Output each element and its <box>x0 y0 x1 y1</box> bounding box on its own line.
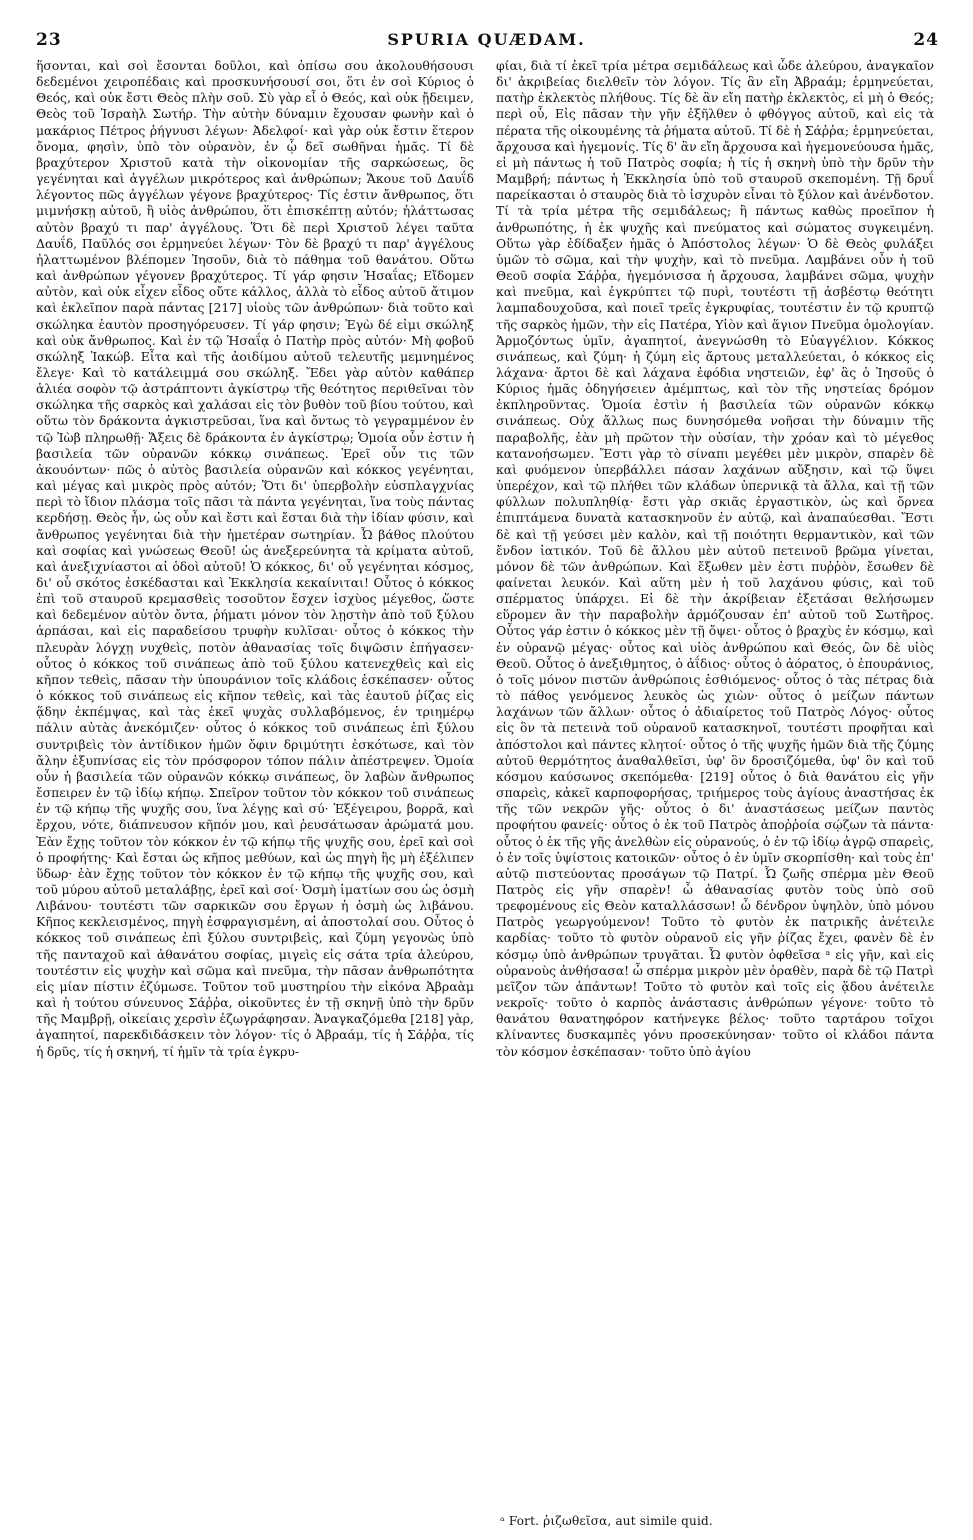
column-right-text: φίαι, διὰ τί ἐκεῖ τρία μέτρα σεμιδάλεως καὶ ὧδε ἀλεύρου, ἀναγκαῖον δι' ἀκριβείας διελθεῖν τὸν λόγον. Τίς ἂν εἴη Ἀβραάμ; ἑρμηνεύεται, πατὴρ ἐκλεκτὸς πλήθους. Τίς δὲ ἂν εἴη πατὴρ ἐκλεκτὸς, εἰ μὴ ὁ Θεός; περὶ οὗ, Εἰς πᾶσαν τὴν γῆν ἐξῆλθεν ὁ φθόγγος αὐτοῦ, καὶ εἰς τὰ πέρατα τῆς οἰκουμένης τὰ ῥήματα αὐτοῦ. Τί δὲ ἡ Σάῤῥα; ἑρμηνεύεται, ἄρχουσα καὶ ἡγεμονίς. Τίς δ' ἂν εἴη ἄρχουσα καὶ ἡγεμονεύουσα ἡμᾶς, εἰ μὴ πάντως ἡ τοῦ Πατρὸς σοφία; ἡ τίς ἡ σκηνὴ ὑπὸ τὴν δρῦν τὴν Μαμβρή; πάντως ἡ Ἐκκλησία ὑπὸ τοῦ σταυροῦ σκεπομένη. Τῇ δρυΐ παρείκασται ὁ σταυρὸς διὰ τὸ ἰσχυρὸν εἶναι τὸ ξύλον καὶ ἀνένδοτον. Τί τὰ τρία μέτρα τῆς σεμιδάλεως; ἢ πάντως καθὼς προεῖπον ἡ ἀνθρωπότης, ἡ ἐκ ψυχῆς καὶ πνεύματος καὶ σώματος συγκειμένη. Οὕτω γὰρ ἐδίδαξεν ἡμᾶς ὁ Ἀπόστολος λέγων· Ὁ δὲ Θεὸς φυλάξει ὑμῶν τὸ σῶμα, καὶ τὴν ψυχὴν, καὶ τὸ πνεῦμα. Λαμβάνει οὖν ἡ τοῦ Θεοῦ σοφία Σάῤῥα, ἡγεμόνισσα ἡ ἄρχουσα, λαμβάνει σῶμα, ψυχὴν καὶ πνεῦμα, καὶ ἐγκρύπτει τῷ πυρὶ, τουτέστι τῇ ἀσβέστῳ θεότητι λαμπαδουχοῦσα, καὶ ποιεῖ τρεῖς ἐγκρυφίας, τουτέστιν ἐν τῷ κρυπτῷ τῆς σαρκὸς ἡμῶν, τὴν εἰς Πατέρα, Υἱὸν καὶ ἅγιον Πνεῦμα ὁμολογίαν. Ἁρμοζόντως ὑμῖν, ἀγαπητοί, ἀνεγνώσθη τὸ Εὐαγγέλιον. Κόκκος σινάπεως, καὶ ζύμη· ἡ ζύμη εἰς ἄρτους μεταλλεύεται, ὁ κόκκος εἰς λάχανα· ἄρτοι δὲ καὶ λάχανα ἐφόδια νηστειῶν, ἐφ' ἃς ὁ Ἰησοῦς ὁ Κύριος ἡμᾶς ὁδηγήσειεν ἀμέμπτως, καὶ τὸν τῆς νηστείας δρόμον ἐκπληροῦντας. Ὁμοία ἐστὶν ἡ βασιλεία τῶν οὐρανῶν κόκκῳ σινάπεως. Οὐχ ἄλλως πως δυνησόμεθα νοῆσαι τὴν δύναμιν τῆς παραβολῆς, ἐὰν μὴ πρῶτον τὴν οὐσίαν, τὴν χρόαν καὶ τὸ μέγεθος κατανοήσωμεν. Ἔστι γὰρ τὸ σίναπι μεγέθει μὲν μικρὸν, σπαρὲν δὲ καὶ φυόμενον ὑπερβάλλει πάσαν λαχάνων αὔξησιν, καὶ τῷ ὕψει ὑπερέχον, καὶ τῷ πλήθει τῶν κλάδων ὑπερνικᾷ τὰ ἄλλα, καὶ τῇ τῶν φύλλων πολυπληθίᾳ· ἔστι γὰρ σκιᾶς ἐργαστικὸν, ὡς καὶ ὄρνεα ἐπιπτάμενα δυνατὰ κατασκηνοῦν ἐν αὐτῷ, καὶ ἀναπαύεσθαι. Ἔστι δὲ καὶ τῇ γεύσει μὲν καλὸν, καὶ τῇ ποιότητι θερμαντικὸν, καὶ τῶν ἔνδον ἰατικόν. Τοῦ δὲ ἄλλου μὲν αὐτοῦ πετεινοῦ βρῶμα γίνεται, μόνον δὲ τῶν ἀνθρώπων. Καὶ ἔξωθεν μὲν ἐστι πυῤῥὸν, ἔσωθεν δὲ φαίνεται λευκόν. Καὶ αὕτη μὲν ἡ τοῦ λαχάνου φύσις, καὶ τοῦ σπέρματος ὑπάρχει. Εἰ δὲ τὴν ἀκρίβειαν ἐξετάσαι θελήσωμεν εὕρομεν ἂν τὴν παραβολὴν ἁρμόζουσαν ἐπ' αὐτοῦ τοῦ Σωτῆρος. Οὗτος γάρ ἐστιν ὁ κόκκος μὲν τῇ ὄψει· οὗτος ὁ βραχὺς ἐν κόσμῳ, καὶ ἐν οὐρανῷ μέγας· οὗτος καὶ υἱὸς ἀνθρώπου καὶ Θεός, ὢν δὲ υἱὸς Θεοῦ. Οὗτος ὁ ἀνεξιθμητος, ὁ ἀΐδιος· οὗτος ὁ ἀόρατος, ὁ ἐπουράνιος, ὁ τοῖς μόνον πιστῶν ἀνθρώποις ἐσθιόμενος· οὗτος ὁ τὰς πέτρας διὰ τὸ πάθος γενόμενος λευκὸς ὡς χιὼν· οὗτος ὁ μείζων πάντων λαχάνων τῶν ἄλλων· οὗτος ὁ ἀδιαίρετος τοῦ Πατρὸς Λόγος· οὗτος εἰς ὃν τὰ πετεινὰ τοῦ οὐρανοῦ κατασκηνοῖ, τουτέστι προφῆται καὶ ἀπόστολοι καὶ πάντες κλητοί· οὗτος ὁ τῆς ψυχῆς ἡμῶν διὰ τῆς ζύμης αὐτοῦ θερμότητος ἀναθαλθεῖσι, ὑφ' ὃν δροσιζόμεθα, ὑφ' ὃν καὶ τοῦ κόσμου καύσωνος σκεπόμεθα· [219] οὗτος ὁ διὰ θανάτου εἰς γῆν σπαρεὶς, κἀκεῖ καρποφορήσας, τριήμερος τοὺς ἁγίους ἀναστήσας ἐκ τῆς τῶν νεκρῶν γῆς· οὗτος ὁ δι' ἀναστάσεως μείζων παντὸς προφήτου φανείς· οὗτος ὁ ἐκ τοῦ Πατρὸς ἀποῤῥοία σῴζων τὰ πάντα· οὗτος ὁ ἐκ τῆς γῆς ἀνελθὼν εἰς οὐρανούς, ὁ ἐν τῷ ἰδίῳ ἀγρῷ σπαρεὶς, ὁ ἐν τοῖς ὑψίστοις κατοικῶν· οὗτος ὁ ἐν ὑμῖν σκορπίσθη· καὶ τοὺς ἐπ' αὐτῷ πιστεύοντας προσάγων τῷ Πατρί. Ὦ ζωῆς σπέρμα μὲν Θεοῦ Πατρὸς εἰς γῆν σπαρὲν! ὦ ἀθανασίας φυτὸν τοὺς ὑπὸ σοῦ τρεφομένους εἰς Θεὸν καταλλάσσων! ὦ δένδρον ὑψηλὸν, ὑπὸ μόνου Πατρὸς γεωργούμενον! Τοῦτο τὸ φυτὸν ἐκ πατρικῆς ἀνέτειλε καρδίας· τοῦτο τὸ φυτὸν οὐρανοῦ εἰς γῆν ῥίζας ἔχει, φανὲν δὲ ἐν κόσμῳ ὑπὸ ἀνθρώπων τρυγᾶται. Ὦ φυτὸν ὀφθεῖσα ᵃ εἰς γῆν, καὶ εἰς οὐρανοὺς ἀνθήσασα! ὦ σπέρμα μικρὸν μὲν ὁραθὲν, παρὰ δὲ τῷ Πατρὶ μεῖζον τῶν ἁπάντων! Τοῦτο τὸ φυτὸν καὶ τοῖς εἰς ᾅδου ἀνέτειλε νεκροῖς· τοῦτο ὁ καρπὸς ἀνάστασις ἀνθρώπων γέγονε· τοῦτο τὸ θανάτου θανατηφόρον κατήνεγκε βέλος· τοῦτο ταρτάρου τοῖχοι κλίναντες δυσκαμπὲς γόνυ προσεκύνησαν· τοῦτο οἱ κλάδοι πάντα τὸν κόσμον ἐσκέπασαν· τοῦτο ὑπὸ ἁγίου <box>496 58 934 1059</box>
page-number-left: 23 <box>36 30 62 50</box>
page-number-right: 24 <box>913 30 939 50</box>
column-right <box>496 58 934 1468</box>
running-title: SPURIA QUÆDAM. <box>387 30 586 49</box>
text-columns <box>36 58 943 1468</box>
footnote: ᵃ Fort. ῥιζωθεῖσα, aut simile quid. <box>500 1514 713 1528</box>
column-left <box>36 58 474 1468</box>
page-header <box>22 30 951 58</box>
column-left-text: ἥσονται, καὶ σοὶ ἔσονται δοῦλοι, καὶ ὀπίσω σου ἀκολουθήσουσι δεδεμένοι χειροπέδαις καὶ προσκυνήσουσί σοι, ὅτι ἐν σοὶ Κύριος ὁ Θεός, καὶ οὐκ ἔστι Θεὸς πλὴν σοῦ. Σὺ γὰρ εἶ ὁ Θεός, καὶ οὐκ ᾔδειμεν, Θεὸς τοῦ Ἰσραὴλ Σωτήρ. Τὴν αὐτὴν δύναμιν ἔχουσαν φωνὴν καὶ ὁ μακάριος Πέτρος ῥήγνυσι λέγων· Ἀδελφοί· καὶ γὰρ οὐκ ἔστιν ἕτερον ὄνομα, φησὶν, ὑπὸ τὸν οὐρανὸν, ἐν ᾧ δεῖ σωθῆναι ἡμᾶς. Τί δὲ βραχύτερον Χριστοῦ κατὰ τὴν οἰκονομίαν τῆς σαρκώσεως, ὃς γεγένηται καὶ ἀγγέλων μικρότερος καὶ ἀνθρώπων; Ἄκουε τοῦ Δαυΐδ λέγοντος πῶς ἀγγέλων γέγονε βραχύτερος· Τίς ἐστιν ἄνθρωπος, ὅτι μιμνήσκῃ αὐτοῦ, ἢ υἱὸς ἀνθρώπου, ὅτι ἐπισκέπτῃ αὐτόν; ἠλάττωσας αὐτὸν βραχύ τι παρ' ἀγγέλους. Ὅτι δὲ περὶ Χριστοῦ λέγει ταῦτα Δαυΐδ, Παῦλός σοι ἑρμηνεύει λέγων· Τὸν δὲ βραχύ τι παρ' ἀγγέλους ἠλαττωμένον βλέπομεν Ἰησοῦν, διὰ τὸ πάθημα τοῦ θανάτου. Οὕτω καὶ ἀνθρώπων γέγονεν βραχύτερος. Τί γάρ φησιν Ἡσαΐας; Εἴδομεν αὐτὸν, καὶ οὐκ εἶχεν εἶδος οὔτε κάλλος, ἀλλὰ τὸ εἶδος αὐτοῦ ἄτιμον καὶ ἐκλεῖπον παρὰ πάντας [217] υἱοὺς τῶν ἀνθρώπων· διὰ τοῦτο καὶ σκώληκα ἑαυτὸν προσηγόρευσεν. Τί γάρ φησιν; Ἐγὼ δέ εἰμι σκώληξ καὶ οὐκ ἄνθρωπος. Καὶ ἐν τῷ Ἡσαΐᾳ ὁ Πατὴρ πρὸς αὐτόν· Μὴ φοβοῦ σκώληξ Ἰακώβ. Εἶτα καὶ τῆς ἀοιδίμου αὐτοῦ τελευτῆς μεμνημένος ἔλεγε· Καὶ τὸ κατάλειμμά σου σκώληξ. Ἔδει γὰρ αὐτὸν καθάπερ ἁλιέα σοφὸν τῷ ἀστράπτοντι ἀγκίστρῳ τῆς θεότητος περιθεῖναι τὸν σκώληκα τῆς σαρκὸς καὶ χαλάσαι εἰς τὸν βυθὸν τοῦ βίου τούτου, καὶ οὕτω τὸν δράκοντα ἀγκιστρεῦσαι, ἵνα καὶ ὄντως τὸ γεγραμμένον ἐν τῷ Ἰὼβ πληρωθῇ· Ἄξεις δὲ δράκοντα ἐν ἀγκίστρῳ; Ὁμοία οὖν ἐστιν ἡ βασιλεία τῶν οὐρανῶν κόκκῳ σινάπεως. Ἐρεῖ οὖν τις τῶν ἀκουόντων· πῶς ὁ αὐτὸς βασιλεία οὐρανῶν καὶ κόκκος γεγένηται, καὶ μέγας καὶ μικρὸς πρὸς αὐτόν; Ὅτι δι' ὑπερβολὴν εὐσπλαγχνίας περὶ τὸ ἴδιον πλάσμα τοῖς πᾶσι τὰ πάντα γεγένηται, ἵνα τοὺς πάντας κερδήσῃ. Θεὸς ἦν, ὡς οὖν καὶ ἔστι καὶ ἔσται διὰ τὴν ἰδίαν φύσιν, καὶ ἄνθρωπος γεγένηται διὰ τὴν ἡμετέραν σωτηρίαν. Ὦ βάθος πλούτου καὶ σοφίας καὶ γνώσεως Θεοῦ! ὡς ἀνεξερεύνητα τὰ κρίματα αὐτοῦ, καὶ ἀνεξιχνίαστοι αἱ ὁδοὶ αὐτοῦ! Ὁ κόκκος, δι' οὗ γεγένηται κόσμος, δι' οὗ σκότος ἐσκέδασται καὶ Ἐκκλησία κεκαίνιται! Οὗτος ὁ κόκκος ἐπὶ τοῦ σταυροῦ κρεμασθεὶς τοσοῦτον ἔσχεν ἰσχὺος μέγεθος, ὥστε καὶ δεδεμένον αὐτὸν ὄντα, ῥήματι μόνον τὸν λῃστὴν ἀπὸ τοῦ ξύλου ἁρπάσαι, καὶ εἰς παραδείσου τρυφὴν κυλῖσαι· οὗτος ὁ κόκκος τὴν πλευρὰν λόγχῃ νυχθεὶς, ποτὸν ἀθανασίας τοῖς διψῶσιν ἐπήγασεν· οὗτος ὁ κόκκος τοῦ σινάπεως ἀπὸ τοῦ ξύλου κατενεχθεὶς καὶ εἰς κῆπον τεθεὶς, πᾶσαν τὴν ὑπουράνιον τοῖς κλάδοις ἐσκέπασεν· οὗτος ὁ κόκκος τοῦ σινάπεως εἰς κῆπον τεθεὶς, καὶ τὰς ἑαυτοῦ ῥίζας εἰς ᾅδην ἐκπέμψας, καὶ τὰς ἐκεῖ ψυχὰς συλλαβόμενος, ἐν τριημέρῳ πάλιν αὐτὰς ἀνεκόμιζεν· οὗτος ὁ κόκκος τοῦ σινάπεως ἐπὶ ξύλου συντριβεὶς τὸν ἀντίδικον ἡμῶν ὄφιν δριμύτητι ἐσκότωσε, καὶ τὸν ἄλην ἐξυπνίσας εἰς τὸν πρόσφορον τόπον πάλιν ἀπέστρεψεν. Ὁμοία οὖν ἡ βασιλεία τῶν οὐρανῶν κόκκῳ σινάπεως, ὃν λαβὼν ἄνθρωπος ἔσπειρεν ἐν τῷ ἰδίῳ κήπῳ. Σπεῖρον τοῦτον τὸν κόκκον τοῦ σινάπεως ἐν τῷ κήπῳ τῆς ψυχῆς σου, ἵνα λέγῃς καὶ σύ· Ἐξέγειρου, βορρᾶ, καὶ ἔρχου, νότε, διάπνευσον κῆπόν μου, καὶ ῥευσάτωσαν ἀρώματά μου. Ἐὰν ἔχῃς τοῦτον τὸν κόκκον ἐν τῷ κήπῳ τῆς ψυχῆς σου, ἐρεῖ καὶ σοὶ ὁ προφήτης· Καὶ ἔσται ὡς κῆπος μεθύων, καὶ ὡς πηγὴ ἣς μὴ ἐξέλιπεν ὕδωρ· ἐὰν ἔχῃς τοῦτον τὸν κόκκον ἐν τῷ κήπῳ τῆς ψυχῆς σου, καὶ τοῦ μύρου αὐτοῦ μεταλάβῃς, ἐρεῖ καὶ σοί· Ὀσμὴ ἱματίων σου ὡς ὀσμὴ Λιβάνου· τουτέστι τῶν σαρκικῶν σου ἔργων ἡ ὀσμὴ ὡς λιβάνου. Κῆπος κεκλεισμένος, πηγὴ ἐσφραγισμένη, αἱ ἀποστολαί σου. Οὗτος ὁ κόκκος τοῦ σινάπεως ἐπὶ ξύλου συντριβεὶς, καὶ ζύμη γεγονὼς ὑπὸ τῆς πανταχοῦ καὶ ἀθανάτου σοφίας, μιγεὶς εἰς σάτα τρία ἀλεύρου, τουτέστιν εἰς ψυχὴν καὶ σῶμα καὶ πνεῦμα, τὴν πᾶσαν ἀνθρωπότητα εἰς μίαν πίστιν ἐζύμωσε. Τοῦτον τοῦ μυστηρίου τὴν εἰκόνα Ἀβραὰμ καὶ ἡ τούτου σύνευνος Σάῤῥα, οἰκοῦντες ἐν τῇ σκηνῇ ὑπὸ τὴν δρῦν τῆς Μαμβρῇ, οἰκείαις χερσὶν ἐζωγράφησαν. Ἀναγκαζόμεθα [218] γὰρ, ἀγαπητοί, παρεκδιδάσκειν τὸν λόγον· τίς ὁ Ἀβραάμ, τίς ἡ Σάῤῥα, τίς ἡ δρῦς, τίς ἡ σκηνή, τί ἡμῖν τὰ τρία ἐγκρυ- <box>36 58 474 1059</box>
